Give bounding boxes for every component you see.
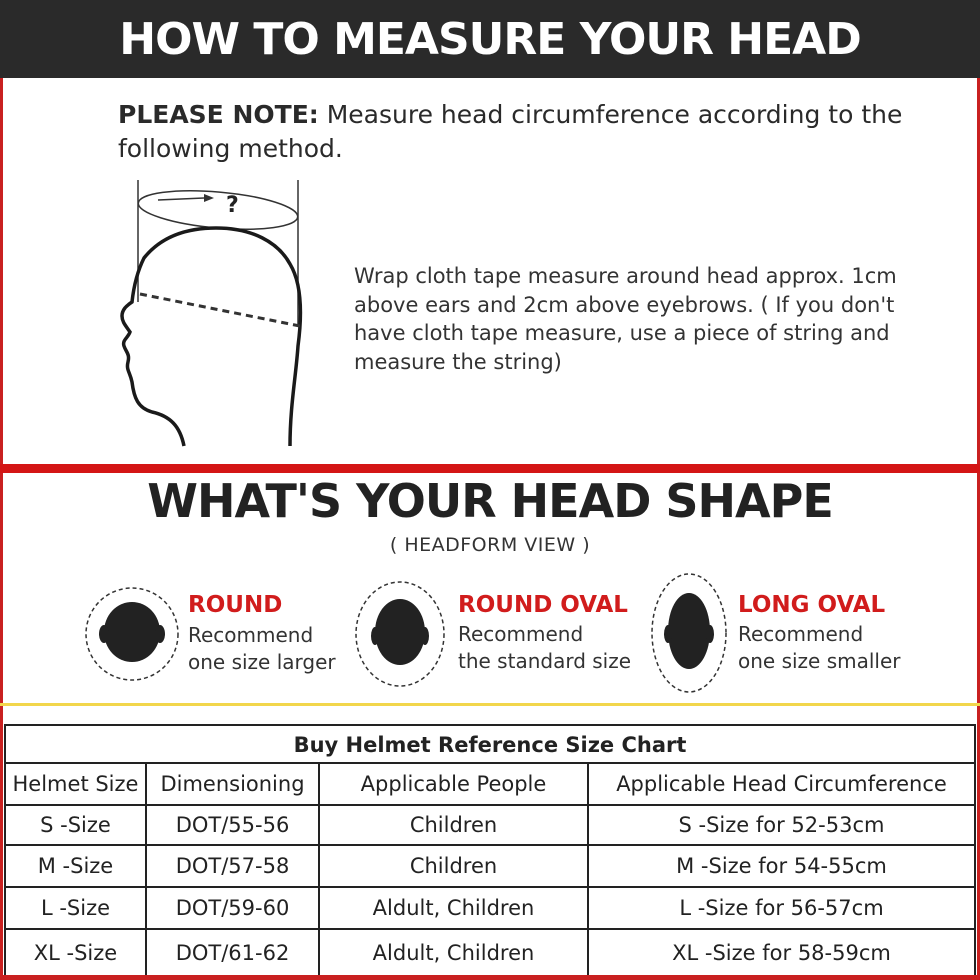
question-mark: ? <box>226 193 239 218</box>
section-divider-yellow <box>0 703 980 706</box>
shape-desc-line: one size smaller <box>738 649 901 673</box>
head-shape-subtitle: ( HEADFORM VIEW ) <box>389 534 591 556</box>
arrow-head-icon <box>204 194 214 202</box>
table-cell: M -Size for 54-55cm <box>676 854 887 878</box>
table-cell: DOT/61-62 <box>175 941 290 965</box>
shape-desc-line: one size larger <box>188 650 336 674</box>
table-cell: Aldult, Children <box>372 941 535 965</box>
head-measure-diagram <box>112 176 312 451</box>
measure-dashed-line <box>140 294 300 326</box>
shape-desc-round <box>188 622 336 676</box>
round-head-icon <box>84 586 180 682</box>
round-oval-head-icon <box>354 580 446 688</box>
table-cell: S -Size for 52-53cm <box>678 813 885 837</box>
shape-desc-line: Recommend <box>188 623 314 647</box>
table-cell: Children <box>409 854 498 878</box>
note-text: Measure head circumference according to the following method. <box>118 100 903 163</box>
table-cell: DOT/55-56 <box>175 813 290 837</box>
measure-instructions: Wrap cloth tape measure around head approx. 1cm above ears and 2cm above eyebrows. ( If you don't have cloth tape measure, use a piece of string and measure the string) <box>354 264 897 374</box>
table-cell: L -Size for 56-57cm <box>679 896 884 920</box>
shape-desc-round-oval <box>458 621 631 675</box>
shape-desc-line: Recommend <box>738 622 864 646</box>
table-cell: DOT/59-60 <box>175 896 290 920</box>
size-chart-title: Buy Helmet Reference Size Chart <box>6 726 974 764</box>
note-label: PLEASE NOTE: <box>118 100 319 129</box>
table-cell: M -Size <box>37 854 114 878</box>
size-chart-table <box>4 724 976 980</box>
column-header: Applicable People <box>360 772 547 796</box>
column-header: Helmet Size <box>12 772 139 796</box>
shape-name-round: ROUND <box>188 592 283 618</box>
head-shape-title: WHAT'S YOUR HEAD SHAPE <box>147 474 833 528</box>
table-cell: XL -Size <box>33 941 118 965</box>
column-header: Applicable Head Circumference <box>616 772 947 796</box>
column-header: Dimensioning <box>160 772 305 796</box>
table-cell: DOT/57-58 <box>175 854 290 878</box>
table-cell: XL -Size for 58-59cm <box>672 941 891 965</box>
table-cell: Aldult, Children <box>372 896 535 920</box>
header-banner <box>0 0 980 78</box>
section-divider <box>0 464 980 473</box>
arrow-line <box>158 198 204 200</box>
long-oval-head-icon <box>650 572 728 694</box>
table-cell: S -Size <box>40 813 111 837</box>
table-cell: L -Size <box>40 896 111 920</box>
please-note <box>118 98 908 166</box>
frame-border-bottom <box>0 975 980 980</box>
shape-name-long-oval: LONG OVAL <box>738 592 886 618</box>
shape-desc-line: Recommend <box>458 622 584 646</box>
shape-desc-line: the standard size <box>458 649 632 673</box>
shape-name-round-oval: ROUND OVAL <box>458 592 628 618</box>
head-profile-outline <box>122 228 300 446</box>
page-title: HOW TO MEASURE YOUR HEAD <box>119 13 861 65</box>
frame-border <box>0 78 3 466</box>
table-cell: Children <box>409 813 498 837</box>
shape-desc-long-oval <box>738 621 901 675</box>
